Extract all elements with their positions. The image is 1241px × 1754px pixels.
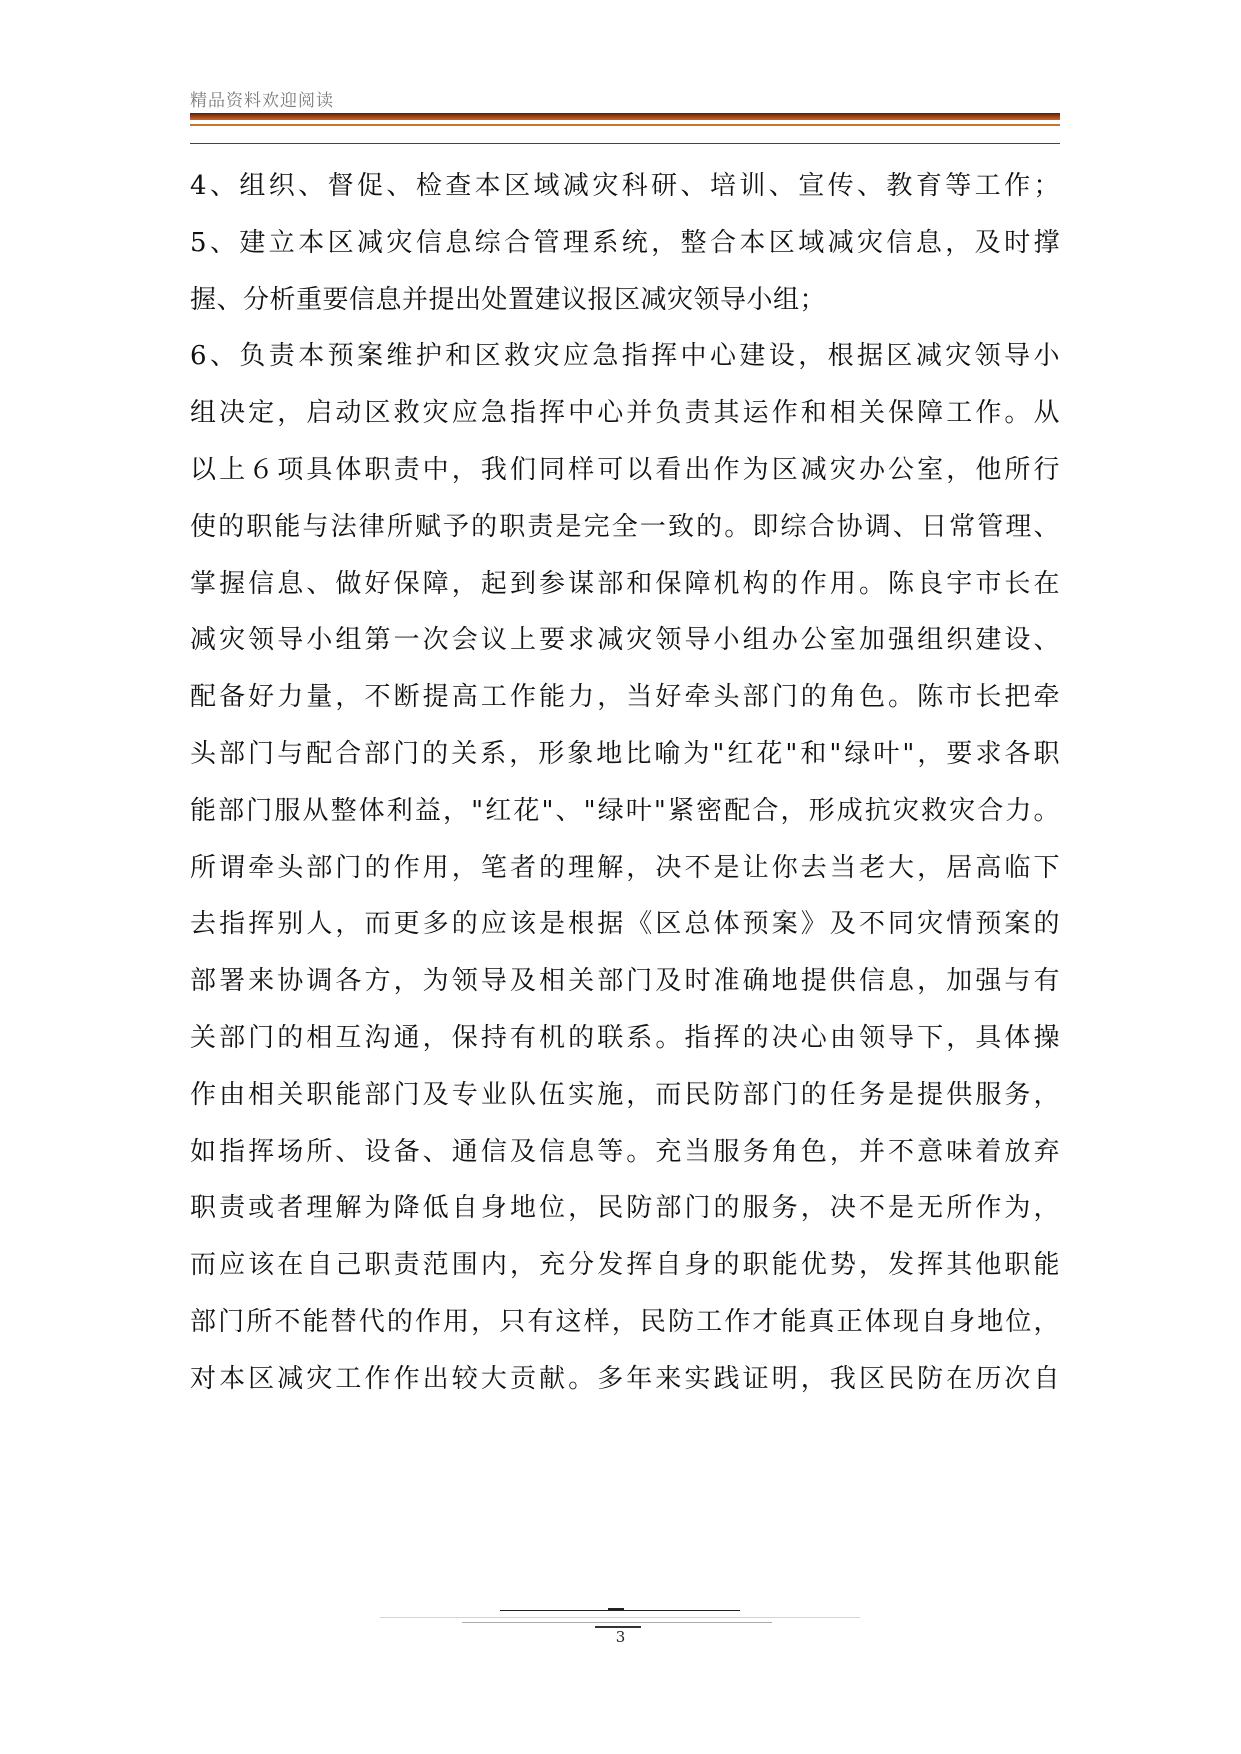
body-line: 配备好力量，不断提高工作能力，当好牵头部门的角色。陈市长把牵 — [190, 682, 1060, 713]
body-line: 能部门服从整体利益，"红花"、"绿叶"紧密配合，形成抗灾救灾合力。 — [190, 795, 1060, 826]
body-line: 去指挥别人，而更多的应该是根据《区总体预案》及不同灾情预案的 — [190, 909, 1060, 940]
body-line: 使的职能与法律所赋予的职责是完全一致的。即综合协调、日常管理、 — [190, 511, 1060, 542]
header-rule-thick — [190, 113, 1060, 120]
body-line: 职责或者理解为降低自身地位，民防部门的服务，决不是无所作为， — [190, 1193, 1060, 1224]
page-footer — [0, 1590, 1241, 1670]
footer-rule — [462, 1622, 772, 1623]
body-line: 对本区减灾工作作出较大贡献。多年来实践证明，我区民防在历次自 — [190, 1363, 1060, 1394]
body-line: 而应该在自己职责范围内，充分发挥自身的职能优势，发挥其他职能 — [190, 1250, 1060, 1281]
body-line: 以上６项具体职责中，我们同样可以看出作为区减灾办公室，他所行 — [190, 454, 1060, 485]
body-line: 掌握信息、做好保障，起到参谋部和保障机构的作用。陈良宇市长在 — [190, 568, 1060, 599]
body-line: 所谓牵头部门的作用，笔者的理解，决不是让你去当老大，居高临下 — [190, 852, 1060, 883]
body-line: 减灾领导小组第一次会议上要求减灾领导小组办公室加强组织建设、 — [190, 625, 1060, 656]
header-rule-below — [190, 143, 1060, 144]
body-line: 6、负责本预案维护和区救灾应急指挥中心建设，根据区减灾领导小 — [190, 341, 1060, 372]
body-line: 4、组织、督促、检查本区域减灾科研、培训、宣传、教育等工作； — [190, 171, 1060, 201]
page-header-title: 精品资料欢迎阅读 — [190, 91, 334, 111]
body-line: 作由相关职能部门及专业队伍实施，而民防部门的任务是提供服务， — [190, 1079, 1060, 1110]
body-line: 关部门的相互沟通，保持有机的联系。指挥的决心由领导下，具体操 — [190, 1022, 1060, 1053]
body-line: 握、分析重要信息并提出处置建议报区减灾领导小组； — [190, 284, 827, 315]
body-line: 部署来协调各方，为领导及相关部门及时准确地提供信息，加强与有 — [190, 966, 1060, 997]
body-line: 如指挥场所、设备、通信及信息等。充当服务角色，并不意味着放弃 — [190, 1136, 1060, 1167]
body-line: 5、建立本区减灾信息综合管理系统，整合本区域减灾信息，及时撑 — [190, 227, 1060, 258]
header-rule-thin — [190, 124, 1060, 126]
page-number: 3 — [615, 1628, 626, 1646]
body-text — [190, 158, 1060, 1408]
footer-rule — [380, 1617, 860, 1618]
body-line: 组决定，启动区救灾应急指挥中心并负责其运作和相关保障工作。从 — [190, 398, 1060, 429]
body-line: 部门所不能替代的作用，只有这样，民防工作才能真正体现自身地位， — [190, 1306, 1060, 1337]
body-line: 头部门与配合部门的关系，形象地比喻为"红花"和"绿叶"，要求各职 — [190, 738, 1060, 769]
footer-dash — [608, 1608, 624, 1611]
